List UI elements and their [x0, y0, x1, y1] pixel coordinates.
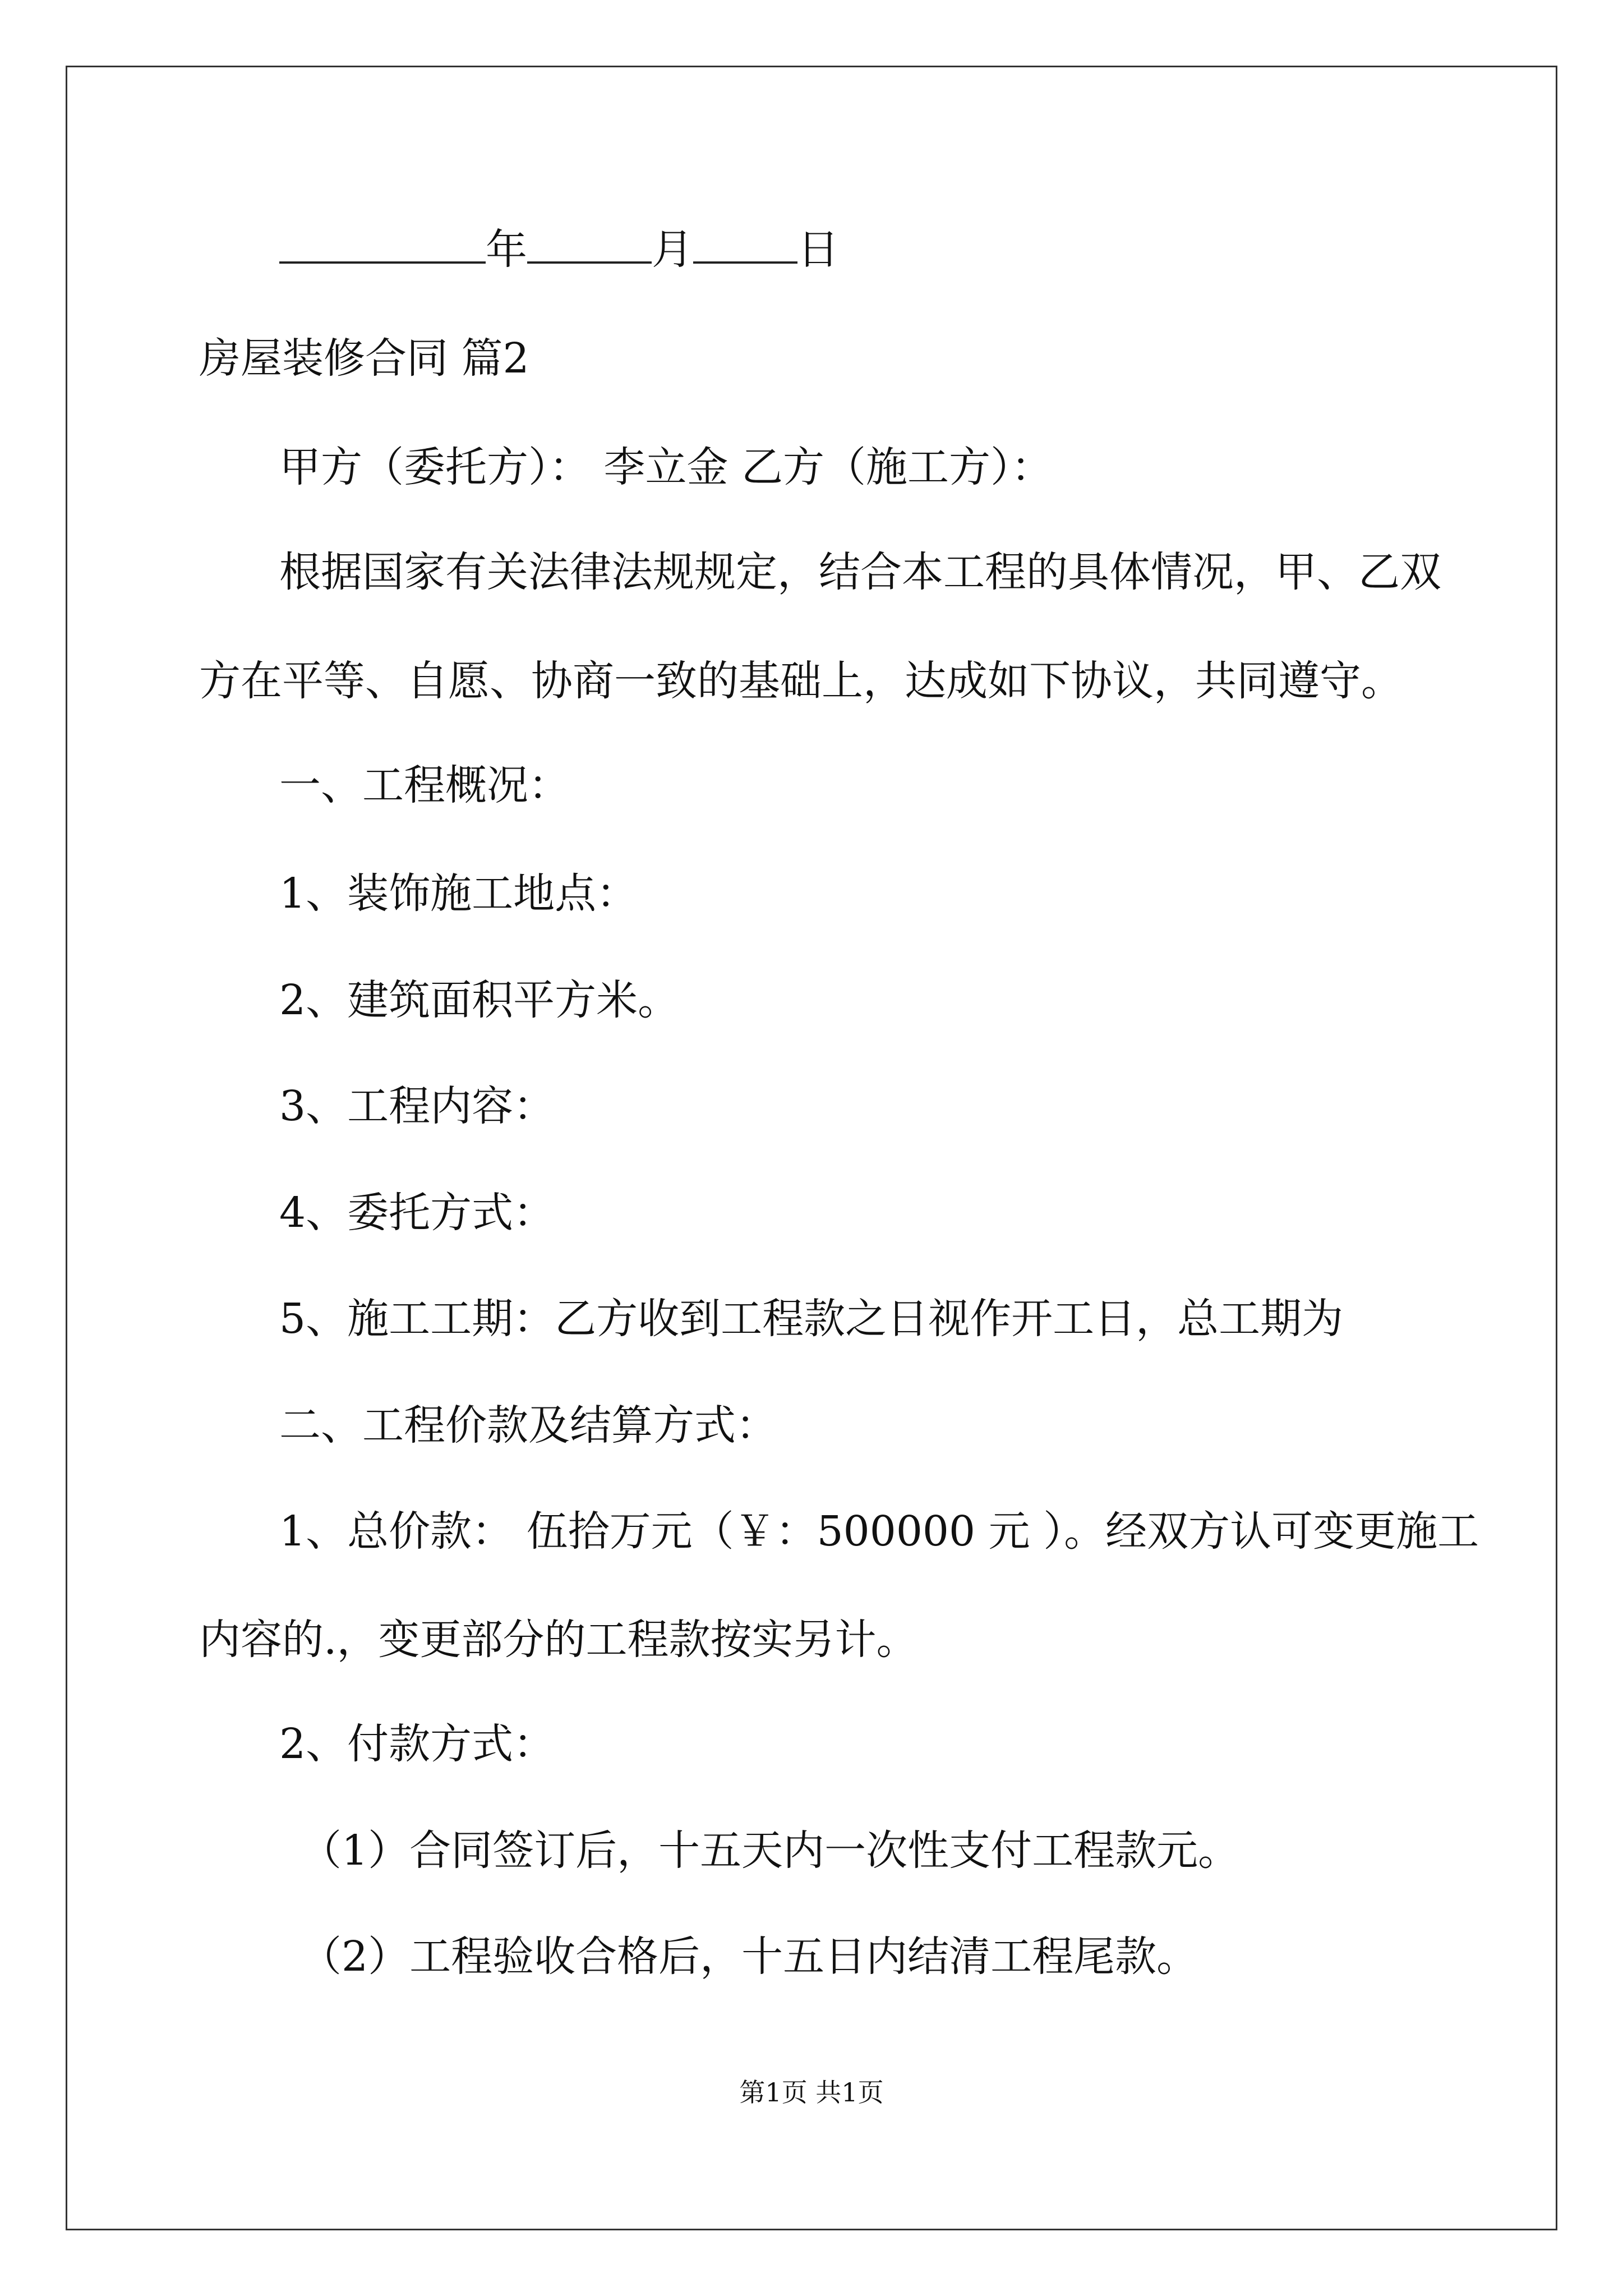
intro-line-1: 根据国家有关法律法规规定，结合本工程的具体情况，甲、乙双 — [279, 548, 1441, 596]
item-1-1: 1、装饰施工地点： — [279, 869, 638, 918]
month-blank — [527, 224, 652, 264]
item-2-1-line-2: 内容的.，变更部分的工程款按实另计。 — [199, 1616, 918, 1664]
item-2-2-1: （1）合同签订后，十五天内一次性支付工程款元。 — [300, 1826, 1240, 1875]
year-blank — [279, 224, 486, 264]
document-heading: 房屋装修合同 篇2 — [199, 334, 529, 383]
item-2-2-2: （2）工程验收合格后，十五日内结清工程尾款。 — [300, 1932, 1198, 1981]
day-blank — [693, 224, 797, 264]
section-2-title: 二、工程价款及结算方式： — [279, 1401, 777, 1450]
item-1-5: 5、施工工期：乙方收到工程款之日视作开工日，总工期为 — [279, 1295, 1344, 1343]
year-label: 年 — [486, 226, 527, 274]
item-2-1-line-1: 1、总价款： 伍拾万元（￥：500000 元 ）。经双方认可变更施工 — [279, 1507, 1479, 1556]
parties-line: 甲方（委托方）： 李立金 乙方（施工方）： — [279, 443, 1053, 491]
date-line — [279, 224, 839, 275]
item-1-2: 2、建筑面积平方米。 — [279, 976, 680, 1024]
month-label: 月 — [652, 226, 693, 274]
section-1-title: 一、工程概况： — [279, 761, 570, 809]
page-border — [66, 66, 1557, 2230]
item-1-4: 4、委托方式： — [279, 1189, 555, 1237]
item-1-3: 3、工程内容： — [279, 1082, 555, 1130]
intro-line-2: 方在平等、自愿、协商一致的基础上，达成如下协议，共同遵守。 — [199, 657, 1403, 705]
day-label: 日 — [797, 226, 839, 274]
item-2-2: 2、付款方式： — [279, 1720, 555, 1768]
page-footer: 第1页 共1页 — [739, 2077, 884, 2108]
